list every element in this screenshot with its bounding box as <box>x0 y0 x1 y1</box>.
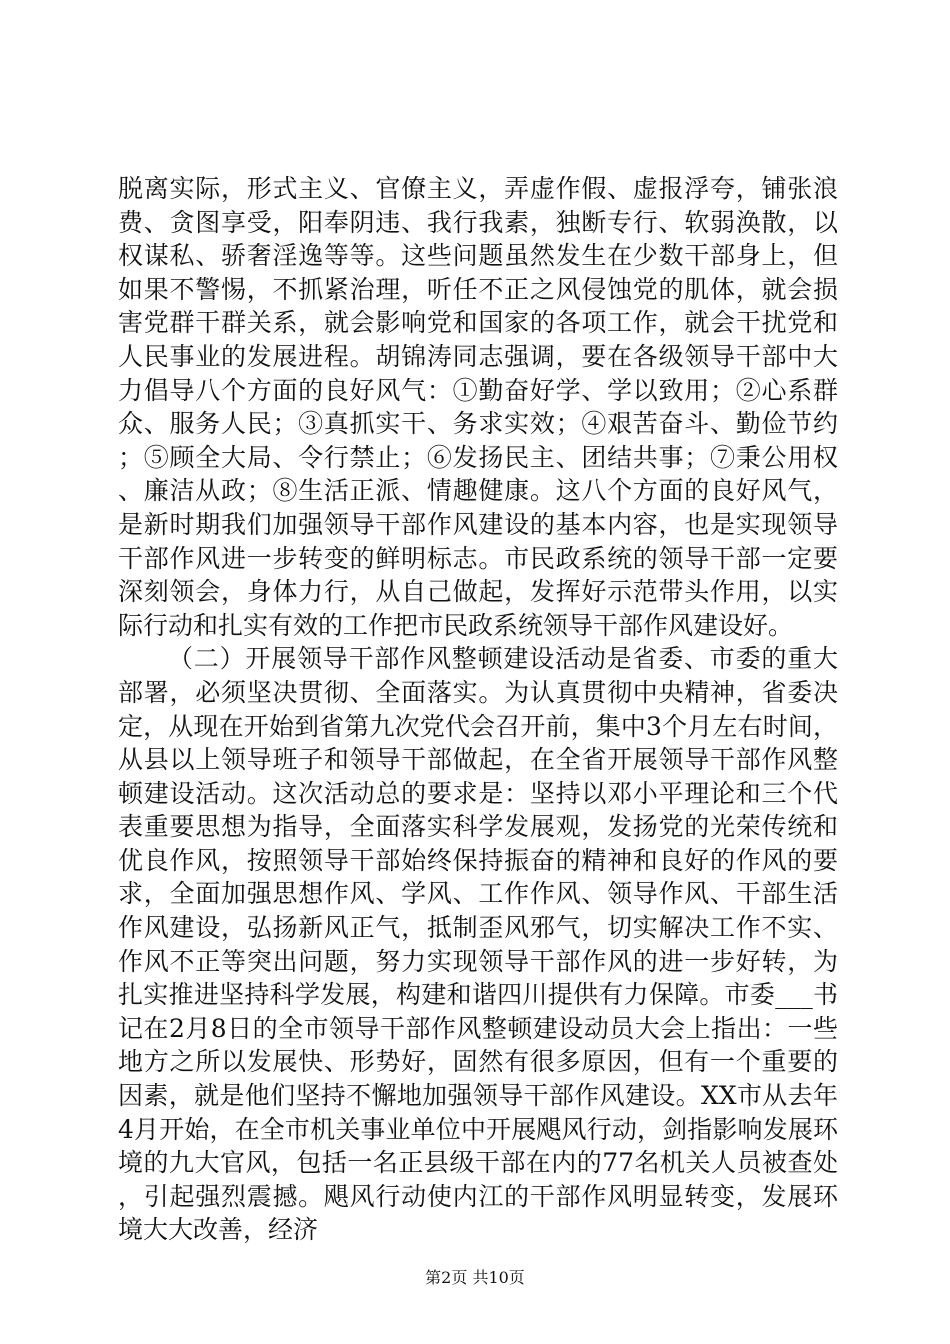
page-number: 第2页 共10页 <box>425 1268 525 1287</box>
document-body <box>118 172 838 1247</box>
paragraph-continued: 脱离实际，形式主义、官僚主义，弄虚作假、虚报浮夸，铺张浪费、贪图享受，阳奉阴违、我行我素，独断专行、软弱涣散，以权谋私、骄奢淫逸等等。这些问题虽然发生在少数干部身上，但如果不警惕，不抓紧治理，听任不正之风侵蚀党的肌体，就会损害党群干群关系，就会影响党和国家的各项工作，就会干扰党和人民事业的发展进程。胡锦涛同志强调，要在各级领导干部中大力倡导八个方面的良好风气：①勤奋好学、学以致用；②心系群众、服务人民；③真抓实干、务求实效；④艰苦奋斗、勤俭节约；⑤顾全大局、令行禁止；⑥发扬民主、团结共事；⑦秉公用权、廉洁从政；⑧生活正派、情趣健康。这八个方面的良好风气，是新时期我们加强领导干部作风建设的基本内容，也是实现领导干部作风进一步转变的鲜明标志。市民政系统的领导干部一定要深刻领会，身体力行，从自己做起，发挥好示范带头作用，以实际行动和扎实有效的工作把市民政系统领导干部作风建设好。 <box>118 174 838 640</box>
paragraph-section-two: （二）开展领导干部作风整顿建设活动是省委、市委的重大部署，必须坚决贯彻、全面落实。为认真贯彻中央精神，省委决定，从现在开始到省第九次党代会召开前，集中3个月左右时间，从县以上领导班子和领导干部做起，在全省开展领导干部作风整顿建设活动。这次活动总的要求是：坚持以邓小平理论和三个代表重要思想为指导，全面落实科学发展观，发扬党的光荣传统和优良作风，按照领导干部始终保持振奋的精神和良好的作风的要求，全面加强思想作风、学风、工作作风、领导作风、干部生活作风建设，弘扬新风正气，抵制歪风邪气，切实解决工作不实、作风不正等突出问题，努力实现领导干部作风的进一步好转，为扎实推进坚持科学发展，构建和谐四川提供有力保障。市委___书记在2月8日的全市领导干部作风整顿建设动员大会上指出：一些地方之所以发展快、形势好，固然有很多原因，但有一个重要的因素，就是他们坚持不懈地加强领导干部作风建设。XX市从去年4月开始，在全市机关事业单位中开展飓风行动，剑指影响发展环境的九大官风，包括一名正县级干部在内的77名机关人员被查处，引起强烈震撼。飓风行动使内江的干部作风明显转变，发展环境大大改善，经济 <box>118 644 838 1245</box>
